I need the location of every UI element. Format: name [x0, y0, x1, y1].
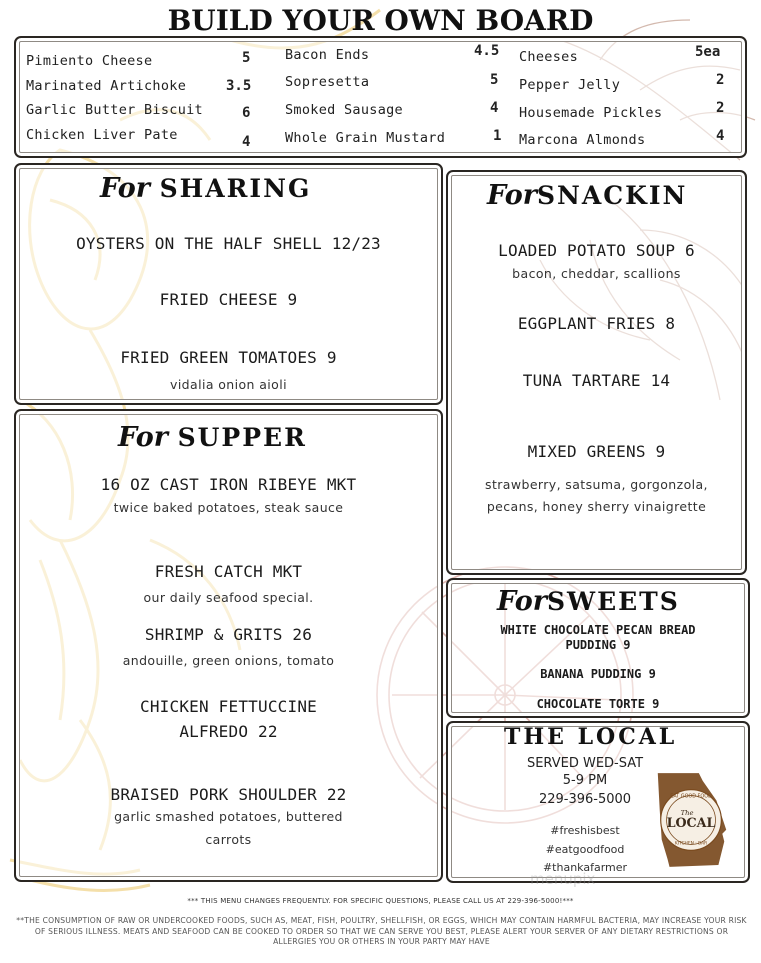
sweets-heading [497, 586, 680, 617]
sharing-heading [100, 173, 311, 204]
board-item-name: Sopresetta [285, 74, 370, 90]
menu-item-description: vidalia onion aioli [170, 377, 287, 392]
logo-bottom-text: KITCHEN · BAR [674, 841, 708, 847]
snackin-heading [487, 180, 687, 211]
menu-item-description: our daily seafood special. [143, 590, 314, 605]
board-item-name: Pimiento Cheese [26, 53, 153, 69]
board-item-price: 4 [242, 134, 251, 150]
hashtag: #thankafarmer [542, 861, 628, 874]
dessert-item-name: WHITE CHOCOLATE PECAN BREAD [500, 623, 696, 637]
local-served-days: SERVED WED-SAT [526, 756, 644, 771]
sweets-heading-script: For [497, 586, 547, 617]
board-item-name: Pepper Jelly [519, 77, 621, 93]
board-item-price: 5 [490, 72, 499, 88]
footer-notice: *** THIS MENU CHANGES FREQUENTLY. FOR SPECIFIC QUESTIONS, PLEASE CALL US AT 229-396-5000!*** [187, 897, 574, 905]
footer-disclaimer: **THE CONSUMPTION OF RAW OR UNDERCOOKED FOODS, SUCH AS, MEAT, FISH, POULTRY, SHELLFISH, OR EGGS, WHICH MAY CONTAIN HARMFUL BACTERIA, MAY INCREASE YOUR RISK OF SERIOUS ILLNESS. MEATS AND SEAFOOD CAN BE COOKED TO ORDER SO THAT WE CAN SERVE YOU BEST, PLEASE ALERT YOUR SERVER OF ANY DIETARY RESTRICTIONS OR ALLERGIES YOU OR OTHERS IN YOUR PARTY MAY HAVE [16, 916, 747, 946]
menu-item-name: FRIED GREEN TOMATOES 9 [120, 348, 337, 367]
board-item-price: 6 [242, 105, 251, 121]
supper-heading-script: For [118, 422, 168, 453]
board-item-name: Whole Grain Mustard [285, 130, 446, 146]
local-phone: 229-396-5000 [538, 792, 632, 807]
sharing-heading-title: SHARING [159, 174, 312, 203]
dessert-item-name: CHOCOLATE TORTE 9 [536, 697, 660, 711]
board-item-name: Garlic Butter Biscuit [26, 102, 203, 118]
logo-top-text: EAT GOOD FOOD [670, 793, 712, 800]
supper-heading-title: SUPPER [177, 423, 307, 452]
board-item-price: 5ea [695, 44, 721, 60]
board-title: BUILD YOUR OWN BOARD [167, 4, 594, 37]
logo-the-text: The [680, 809, 694, 818]
board-item-name: Bacon Ends [285, 47, 370, 63]
supper-heading [118, 422, 307, 453]
menu-item-name: 16 OZ CAST IRON RIBEYE MKT [100, 475, 357, 494]
menu-item-description: twice baked potatoes, steak sauce [113, 500, 344, 515]
snackin-heading-script: For [487, 180, 537, 211]
menu-item-name: TUNA TARTARE 14 [522, 371, 671, 390]
board-item-name: Chicken Liver Pate [26, 127, 178, 143]
menu-item-description: pecans, honey sherry vinaigrette [486, 499, 707, 514]
sharing-heading-script: For [100, 173, 150, 204]
menu-item-name: SHRIMP & GRITS 26 [144, 625, 313, 644]
menu-item-description: garlic smashed potatoes, buttered [114, 809, 343, 824]
snackin-heading-title: SNACKIN [536, 181, 688, 210]
menu-item-description: andouille, green onions, tomato [122, 653, 335, 668]
board-item-name: Marcona Almonds [519, 132, 646, 148]
menu-item-description: bacon, cheddar, scallions [512, 266, 681, 281]
local-title: THE LOCAL [504, 724, 678, 750]
board-item-price: 3.5 [226, 78, 252, 94]
board-item-price: 4.5 [474, 43, 500, 59]
board-item-price: 5 [242, 50, 251, 66]
dessert-item-name: PUDDING 9 [565, 638, 631, 652]
menu-item-name: FRIED CHEESE 9 [159, 290, 298, 309]
board-item-name: Cheeses [519, 49, 578, 65]
menu-item-name: BRAISED PORK SHOULDER 22 [110, 785, 347, 804]
board-item-name: Smoked Sausage [285, 102, 403, 118]
board-item-price: 4 [490, 100, 499, 116]
board-item-price: 2 [716, 72, 725, 88]
board-item-price: 2 [716, 100, 725, 116]
the-local-logo [648, 770, 736, 870]
hashtag: #freshisbest [550, 824, 620, 837]
menu-item-name: ALFREDO 22 [179, 722, 278, 741]
board-item-price: 1 [493, 128, 502, 144]
logo-name-text: LOCAL [666, 814, 716, 830]
local-hours: 5-9 PM [562, 773, 608, 788]
watermark: menupix [530, 870, 596, 888]
menu-item-name: LOADED POTATO SOUP 6 [498, 241, 695, 260]
menu-item-description: carrots [205, 832, 252, 847]
board-item-name: Housemade Pickles [519, 105, 663, 121]
board-item-price: 4 [716, 128, 725, 144]
menu-item-name: CHICKEN FETTUCCINE [140, 697, 317, 716]
menu-item-description: strawberry, satsuma, gorgonzola, [485, 477, 708, 492]
menu-item-name: FRESH CATCH MKT [154, 562, 303, 581]
hashtag: #eatgoodfood [545, 843, 625, 856]
menu-item-name: EGGPLANT FRIES 8 [517, 314, 676, 333]
dessert-item-name: BANANA PUDDING 9 [540, 667, 656, 681]
menu-item-name: MIXED GREENS 9 [527, 442, 666, 461]
menu-item-name: OYSTERS ON THE HALF SHELL 12/23 [76, 234, 381, 253]
board-item-name: Marinated Artichoke [26, 78, 187, 94]
sweets-heading-title: SWEETS [546, 587, 680, 616]
